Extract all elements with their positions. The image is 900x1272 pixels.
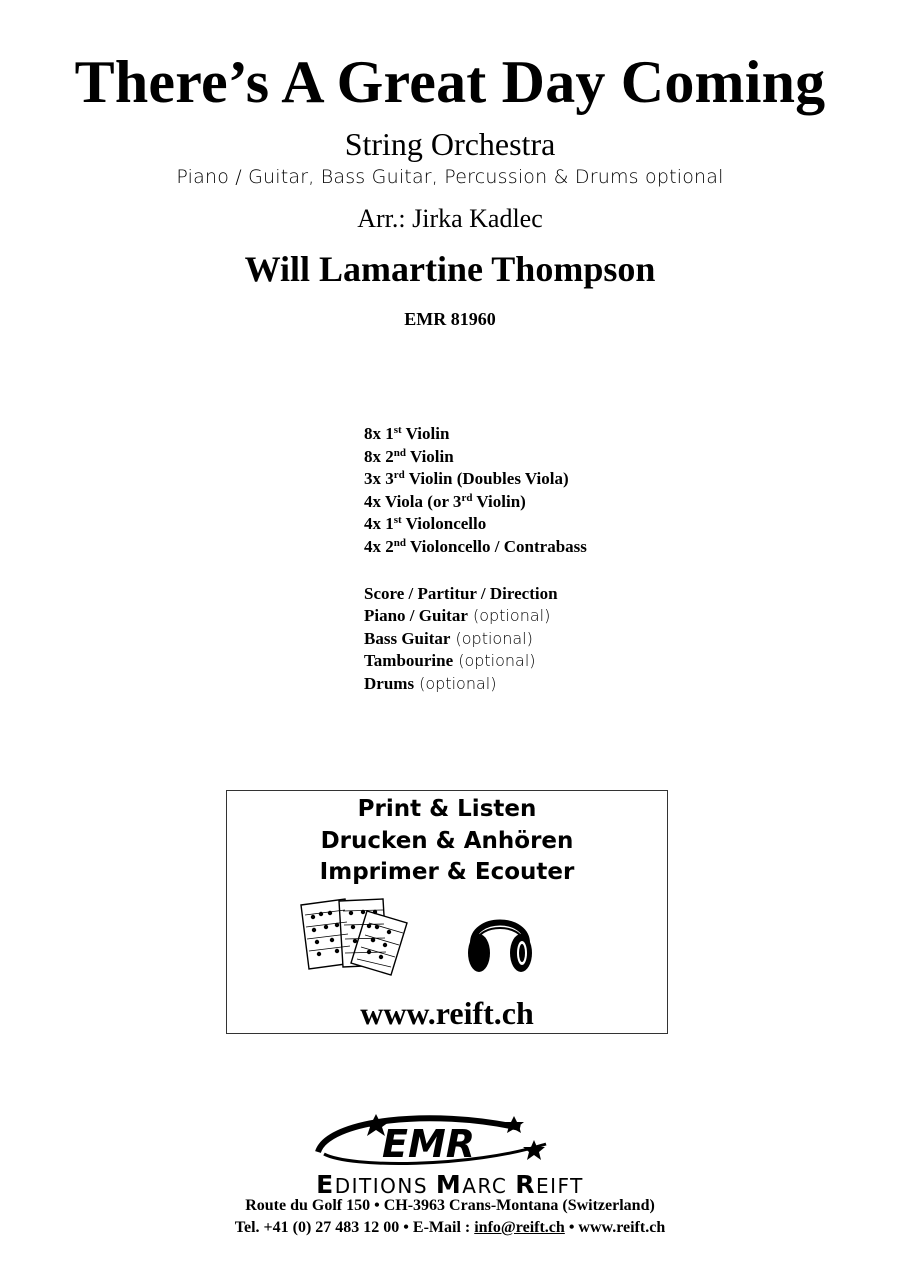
print-listen-box (226, 790, 668, 1034)
email-link[interactable]: info@reift.ch (474, 1219, 565, 1236)
part-row-optional: Tambourine (optional) (364, 651, 536, 671)
spacer (364, 559, 587, 583)
emr-logo (310, 1110, 590, 1172)
sheet-music-icon (299, 897, 411, 977)
part-row: 8x 2nd Violin (364, 446, 454, 466)
promo-line-english: Print & Listen (357, 796, 537, 822)
part-row-optional: Drums (optional) (364, 673, 497, 693)
part-row-optional: Piano / Guitar (optional) (364, 606, 551, 626)
parts-list (364, 423, 587, 696)
composer: Will Lamartine Thompson (244, 249, 656, 289)
subtitle: String Orchestra (344, 126, 556, 162)
optional-instrumentation: Piano / Guitar, Bass Guitar, Percussion & Drums optional (176, 166, 724, 188)
part-row: 8x 1st Violin (364, 424, 450, 443)
publisher-address: Route du Golf 150 • CH-3963 Crans-Montana (Switzerland) (245, 1197, 655, 1214)
catalog-number: EMR 81960 (404, 309, 496, 329)
part-row: 3x 3rd Violin (Doubles Viola) (364, 469, 569, 489)
part-row: 4x Viola (or 3rd Violin) (364, 491, 526, 511)
publisher-contact: Tel. +41 (0) 27 483 12 00 • E-Mail : info@reift.ch • www.reift.ch (234, 1219, 666, 1236)
page-title: There’s A Great Day Coming (74, 49, 826, 115)
publisher-name: EDITIONS MARC REIFT (316, 1170, 584, 1199)
score-row: Score / Partitur / Direction (364, 583, 558, 603)
arranger: Arr.: Jirka Kadlec (357, 204, 543, 233)
part-row-optional: Bass Guitar (optional) (364, 628, 533, 648)
headphones-icon (465, 901, 535, 977)
promo-line-french: Imprimer & Ecouter (319, 859, 575, 885)
promo-line-german: Drucken & Anhören (320, 828, 574, 854)
promo-url[interactable]: www.reift.ch (360, 995, 534, 1031)
emr-logo-text: EMR (382, 1122, 476, 1166)
part-row: 4x 2nd Violoncello / Contrabass (364, 536, 587, 556)
part-row: 4x 1st Violoncello (364, 514, 487, 534)
